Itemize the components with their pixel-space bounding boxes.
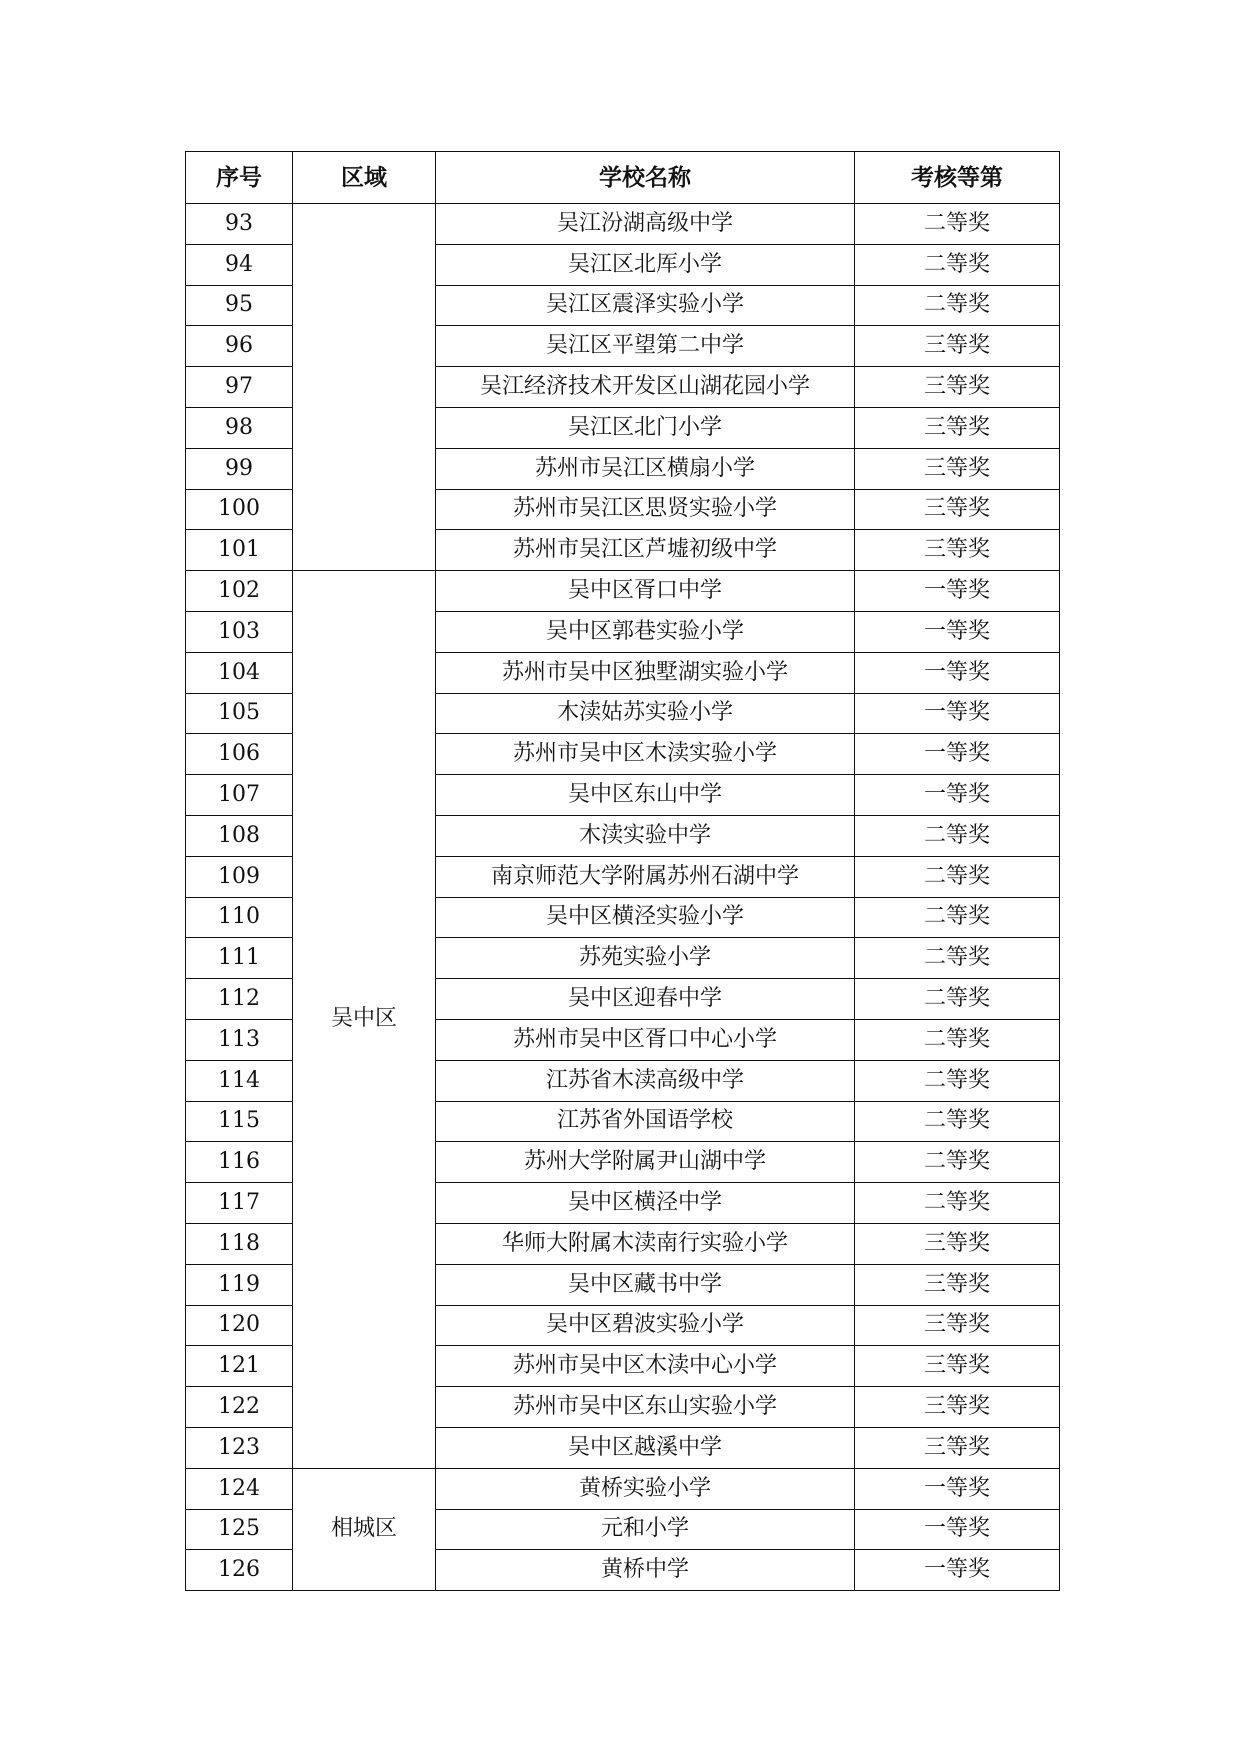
grade: 三等奖 xyxy=(855,1305,1060,1346)
row-index: 124 xyxy=(186,1468,293,1509)
grade: 一等奖 xyxy=(855,652,1060,693)
school-name: 吴中区越溪中学 xyxy=(436,1427,855,1468)
grade: 三等奖 xyxy=(855,1264,1060,1305)
grade: 一等奖 xyxy=(855,571,1060,612)
grade: 二等奖 xyxy=(855,1060,1060,1101)
school-name: 吴江汾湖高级中学 xyxy=(436,204,855,245)
row-index: 106 xyxy=(186,734,293,775)
school-name: 吴中区东山中学 xyxy=(436,775,855,816)
row-index: 120 xyxy=(186,1305,293,1346)
school-name: 吴江区震泽实验小学 xyxy=(436,285,855,326)
school-name: 元和小学 xyxy=(436,1509,855,1550)
row-index: 115 xyxy=(186,1101,293,1142)
school-name: 南京师范大学附属苏州石湖中学 xyxy=(436,856,855,897)
header-row xyxy=(186,152,1060,204)
school-name: 黄桥中学 xyxy=(436,1550,855,1591)
grade: 三等奖 xyxy=(855,326,1060,367)
header-index: 序号 xyxy=(186,152,293,204)
grade: 三等奖 xyxy=(855,489,1060,530)
row-index: 111 xyxy=(186,938,293,979)
row-index: 109 xyxy=(186,856,293,897)
row-index: 117 xyxy=(186,1183,293,1224)
row-index: 119 xyxy=(186,1264,293,1305)
grade: 三等奖 xyxy=(855,1427,1060,1468)
grade: 三等奖 xyxy=(855,367,1060,408)
school-name: 木渎实验中学 xyxy=(436,815,855,856)
school-name: 吴中区碧波实验小学 xyxy=(436,1305,855,1346)
grade: 二等奖 xyxy=(855,856,1060,897)
row-index: 102 xyxy=(186,571,293,612)
school-name: 吴中区藏书中学 xyxy=(436,1264,855,1305)
school-name: 木渎姑苏实验小学 xyxy=(436,693,855,734)
school-name: 江苏省木渎高级中学 xyxy=(436,1060,855,1101)
row-index: 95 xyxy=(186,285,293,326)
school-name: 吴中区郭巷实验小学 xyxy=(436,611,855,652)
table-row xyxy=(186,571,1060,612)
school-name: 吴江经济技术开发区山湖花园小学 xyxy=(436,367,855,408)
grade: 一等奖 xyxy=(855,611,1060,652)
grade: 二等奖 xyxy=(855,204,1060,245)
row-index: 126 xyxy=(186,1550,293,1591)
grade: 一等奖 xyxy=(855,1468,1060,1509)
school-name: 苏州市吴江区思贤实验小学 xyxy=(436,489,855,530)
grade: 二等奖 xyxy=(855,285,1060,326)
row-index: 100 xyxy=(186,489,293,530)
row-index: 112 xyxy=(186,979,293,1020)
grade: 二等奖 xyxy=(855,1019,1060,1060)
award-table xyxy=(185,151,1060,1591)
row-index: 93 xyxy=(186,204,293,245)
school-name: 苏州市吴中区木渎中心小学 xyxy=(436,1346,855,1387)
school-name: 吴江区平望第二中学 xyxy=(436,326,855,367)
row-index: 101 xyxy=(186,530,293,571)
school-name: 苏州市吴江区芦墟初级中学 xyxy=(436,530,855,571)
table-body xyxy=(186,204,1060,1591)
table-row xyxy=(186,1468,1060,1509)
region-cell: 相城区 xyxy=(293,1468,436,1590)
row-index: 116 xyxy=(186,1142,293,1183)
grade: 三等奖 xyxy=(855,1387,1060,1428)
grade: 三等奖 xyxy=(855,530,1060,571)
grade: 一等奖 xyxy=(855,693,1060,734)
school-name: 苏州大学附属尹山湖中学 xyxy=(436,1142,855,1183)
grade: 一等奖 xyxy=(855,775,1060,816)
grade: 二等奖 xyxy=(855,1101,1060,1142)
row-index: 113 xyxy=(186,1019,293,1060)
grade: 二等奖 xyxy=(855,897,1060,938)
grade: 二等奖 xyxy=(855,1183,1060,1224)
grade: 三等奖 xyxy=(855,1346,1060,1387)
row-index: 98 xyxy=(186,407,293,448)
row-index: 97 xyxy=(186,367,293,408)
row-index: 122 xyxy=(186,1387,293,1428)
grade: 一等奖 xyxy=(855,1550,1060,1591)
row-index: 121 xyxy=(186,1346,293,1387)
row-index: 96 xyxy=(186,326,293,367)
grade: 二等奖 xyxy=(855,815,1060,856)
school-name: 苏州市吴中区胥口中心小学 xyxy=(436,1019,855,1060)
school-name: 苏州市吴江区横扇小学 xyxy=(436,448,855,489)
table-row xyxy=(186,204,1060,245)
school-name: 苏苑实验小学 xyxy=(436,938,855,979)
row-index: 110 xyxy=(186,897,293,938)
school-name: 吴中区迎春中学 xyxy=(436,979,855,1020)
school-name: 吴江区北门小学 xyxy=(436,407,855,448)
school-name: 江苏省外国语学校 xyxy=(436,1101,855,1142)
region-cell xyxy=(293,204,436,571)
school-name: 黄桥实验小学 xyxy=(436,1468,855,1509)
row-index: 105 xyxy=(186,693,293,734)
school-name: 吴江区北厍小学 xyxy=(436,244,855,285)
row-index: 123 xyxy=(186,1427,293,1468)
region-cell: 吴中区 xyxy=(293,571,436,1469)
grade: 三等奖 xyxy=(855,448,1060,489)
school-name: 苏州市吴中区独墅湖实验小学 xyxy=(436,652,855,693)
row-index: 103 xyxy=(186,611,293,652)
header-region: 区域 xyxy=(293,152,436,204)
row-index: 108 xyxy=(186,815,293,856)
school-name: 吴中区横泾实验小学 xyxy=(436,897,855,938)
row-index: 99 xyxy=(186,448,293,489)
school-name: 吴中区横泾中学 xyxy=(436,1183,855,1224)
grade: 二等奖 xyxy=(855,1142,1060,1183)
school-name: 华师大附属木渎南行实验小学 xyxy=(436,1223,855,1264)
school-name: 吴中区胥口中学 xyxy=(436,571,855,612)
row-index: 114 xyxy=(186,1060,293,1101)
row-index: 125 xyxy=(186,1509,293,1550)
grade: 一等奖 xyxy=(855,734,1060,775)
grade: 三等奖 xyxy=(855,407,1060,448)
row-index: 107 xyxy=(186,775,293,816)
row-index: 118 xyxy=(186,1223,293,1264)
grade: 二等奖 xyxy=(855,244,1060,285)
grade: 一等奖 xyxy=(855,1509,1060,1550)
school-name: 苏州市吴中区东山实验小学 xyxy=(436,1387,855,1428)
grade: 三等奖 xyxy=(855,1223,1060,1264)
header-grade: 考核等第 xyxy=(855,152,1060,204)
row-index: 104 xyxy=(186,652,293,693)
grade: 二等奖 xyxy=(855,938,1060,979)
grade: 二等奖 xyxy=(855,979,1060,1020)
header-school-name: 学校名称 xyxy=(436,152,855,204)
school-name: 苏州市吴中区木渎实验小学 xyxy=(436,734,855,775)
row-index: 94 xyxy=(186,244,293,285)
